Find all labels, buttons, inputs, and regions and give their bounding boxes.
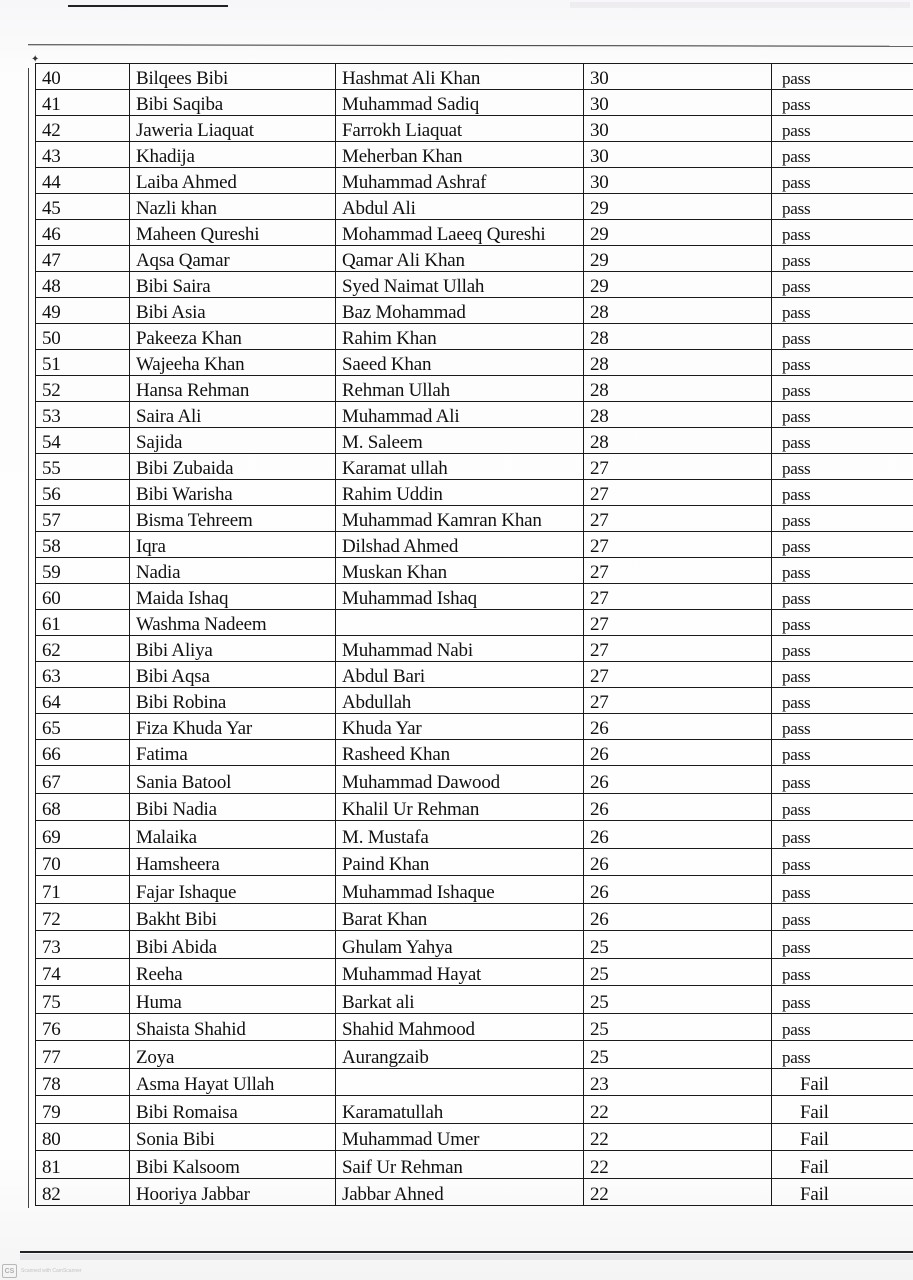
result-cell: pass <box>772 220 913 246</box>
student-name-cell: Bibi Saqiba <box>130 90 336 116</box>
serial-number-cell: 69 <box>36 821 130 849</box>
top-rule <box>68 5 228 7</box>
result-cell: pass <box>772 876 913 904</box>
marks-cell: 26 <box>584 903 772 931</box>
student-name-cell: Khadija <box>130 142 336 168</box>
student-name-cell: Laiba Ahmed <box>130 168 336 194</box>
table-row <box>36 584 913 610</box>
marks-cell: 27 <box>584 688 772 714</box>
result-cell: pass <box>772 532 913 558</box>
father-name-cell: Rehman Ullah <box>336 376 584 402</box>
table-row <box>36 350 913 376</box>
table-row <box>36 428 913 454</box>
marks-cell: 30 <box>584 142 772 168</box>
results-table-body <box>36 64 913 1206</box>
serial-number-cell: 53 <box>36 402 130 428</box>
marks-cell: 27 <box>584 610 772 636</box>
result-cell: pass <box>772 116 913 142</box>
student-name-cell: Bibi Warisha <box>130 480 336 506</box>
result-cell: pass <box>772 662 913 688</box>
serial-number-cell: 80 <box>36 1123 130 1151</box>
serial-number-cell: 76 <box>36 1013 130 1041</box>
marks-cell: 26 <box>584 740 772 766</box>
student-name-cell: Bibi Asia <box>130 298 336 324</box>
student-name-cell: Maida Ishaq <box>130 584 336 610</box>
table-row <box>36 298 913 324</box>
table-row <box>36 848 913 876</box>
result-cell: pass <box>772 428 913 454</box>
serial-number-cell: 72 <box>36 903 130 931</box>
marks-cell: 25 <box>584 931 772 959</box>
marks-cell: 27 <box>584 532 772 558</box>
father-name-cell: Aurangzaib <box>336 1041 584 1069</box>
father-name-cell: Muhammad Dawood <box>336 766 584 794</box>
father-name-cell: Hashmat Ali Khan <box>336 64 584 90</box>
student-name-cell: Bibi Zubaida <box>130 454 336 480</box>
result-cell: pass <box>772 1013 913 1041</box>
result-cell: pass <box>772 584 913 610</box>
student-name-cell: Bakht Bibi <box>130 903 336 931</box>
father-name-cell: Dilshad Ahmed <box>336 532 584 558</box>
serial-number-cell: 64 <box>36 688 130 714</box>
table-row <box>36 903 913 931</box>
results-table <box>35 63 913 1206</box>
serial-number-cell: 70 <box>36 848 130 876</box>
serial-number-cell: 56 <box>36 480 130 506</box>
result-cell: Fail <box>772 1123 913 1151</box>
result-cell: pass <box>772 194 913 220</box>
table-row <box>36 1151 913 1179</box>
father-name-cell: Rahim Uddin <box>336 480 584 506</box>
father-name-cell: Khuda Yar <box>336 714 584 740</box>
marks-cell: 28 <box>584 402 772 428</box>
student-name-cell: Fiza Khuda Yar <box>130 714 336 740</box>
marks-cell: 22 <box>584 1123 772 1151</box>
father-name-cell: Karamatullah <box>336 1096 584 1124</box>
result-cell: pass <box>772 376 913 402</box>
result-cell: pass <box>772 1041 913 1069</box>
table-row <box>36 480 913 506</box>
table-row <box>36 246 913 272</box>
marks-cell: 30 <box>584 168 772 194</box>
student-name-cell: Maheen Qureshi <box>130 220 336 246</box>
student-name-cell: Iqra <box>130 532 336 558</box>
table-row <box>36 986 913 1014</box>
student-name-cell: Wajeeha Khan <box>130 350 336 376</box>
marks-cell: 26 <box>584 848 772 876</box>
table-row <box>36 610 913 636</box>
serial-number-cell: 57 <box>36 506 130 532</box>
father-name-cell: Farrokh Liaquat <box>336 116 584 142</box>
marks-cell: 29 <box>584 272 772 298</box>
marks-cell: 29 <box>584 246 772 272</box>
table-row <box>36 876 913 904</box>
student-name-cell: Pakeeza Khan <box>130 324 336 350</box>
serial-number-cell: 60 <box>36 584 130 610</box>
result-cell: pass <box>772 931 913 959</box>
student-name-cell: Malaika <box>130 821 336 849</box>
serial-number-cell: 52 <box>36 376 130 402</box>
father-name-cell: Saeed Khan <box>336 350 584 376</box>
student-name-cell: Huma <box>130 986 336 1014</box>
father-name-cell: Qamar Ali Khan <box>336 246 584 272</box>
watermark-text: Scanned with CamScanner <box>21 1268 82 1274</box>
table-row <box>36 168 913 194</box>
result-cell: pass <box>772 958 913 986</box>
top-faint-mark <box>570 2 910 8</box>
bottom-shadow <box>20 1254 913 1260</box>
student-name-cell: Washma Nadeem <box>130 610 336 636</box>
serial-number-cell: 42 <box>36 116 130 142</box>
father-name-cell: Meherban Khan <box>336 142 584 168</box>
marks-cell: 28 <box>584 298 772 324</box>
student-name-cell: Bilqees Bibi <box>130 64 336 90</box>
marks-cell: 25 <box>584 958 772 986</box>
serial-number-cell: 62 <box>36 636 130 662</box>
table-row <box>36 64 913 90</box>
table-row <box>36 714 913 740</box>
serial-number-cell: 61 <box>36 610 130 636</box>
father-name-cell: Karamat ullah <box>336 454 584 480</box>
marks-cell: 26 <box>584 876 772 904</box>
result-cell: pass <box>772 64 913 90</box>
marks-cell: 25 <box>584 1041 772 1069</box>
marks-cell: 27 <box>584 662 772 688</box>
table-row <box>36 958 913 986</box>
marks-cell: 27 <box>584 480 772 506</box>
marks-cell: 27 <box>584 636 772 662</box>
marks-cell: 26 <box>584 714 772 740</box>
father-name-cell: Baz Mohammad <box>336 298 584 324</box>
father-name-cell: Abdul Ali <box>336 194 584 220</box>
student-name-cell: Hamsheera <box>130 848 336 876</box>
father-name-cell: Abdul Bari <box>336 662 584 688</box>
father-name-cell: Muhammad Ishaq <box>336 584 584 610</box>
serial-number-cell: 58 <box>36 532 130 558</box>
result-cell: Fail <box>772 1151 913 1179</box>
student-name-cell: Fatima <box>130 740 336 766</box>
table-row <box>36 116 913 142</box>
father-name-cell: Shahid Mahmood <box>336 1013 584 1041</box>
table-row <box>36 1068 913 1096</box>
table-row <box>36 1041 913 1069</box>
result-cell: pass <box>772 848 913 876</box>
father-name-cell: Muhammad Kamran Khan <box>336 506 584 532</box>
serial-number-cell: 55 <box>36 454 130 480</box>
result-cell: pass <box>772 90 913 116</box>
serial-number-cell: 45 <box>36 194 130 220</box>
student-name-cell: Bibi Nadia <box>130 793 336 821</box>
marks-cell: 26 <box>584 793 772 821</box>
serial-number-cell: 43 <box>36 142 130 168</box>
result-cell: pass <box>772 714 913 740</box>
marks-cell: 27 <box>584 506 772 532</box>
table-row <box>36 220 913 246</box>
table-row <box>36 558 913 584</box>
result-cell: pass <box>772 350 913 376</box>
father-name-cell: Jabbar Ahned <box>336 1178 584 1206</box>
father-name-cell: Muhammad Ishaque <box>336 876 584 904</box>
result-cell: pass <box>772 986 913 1014</box>
marks-cell: 29 <box>584 220 772 246</box>
father-name-cell: Ghulam Yahya <box>336 931 584 959</box>
table-row <box>36 766 913 794</box>
student-name-cell: Asma Hayat Ullah <box>130 1068 336 1096</box>
result-cell: Fail <box>772 1178 913 1206</box>
table-row <box>36 740 913 766</box>
result-cell: pass <box>772 454 913 480</box>
father-name-cell: Syed Naimat Ullah <box>336 272 584 298</box>
serial-number-cell: 47 <box>36 246 130 272</box>
serial-number-cell: 81 <box>36 1151 130 1179</box>
marks-cell: 28 <box>584 324 772 350</box>
serial-number-cell: 54 <box>36 428 130 454</box>
serial-number-cell: 73 <box>36 931 130 959</box>
student-name-cell: Bisma Tehreem <box>130 506 336 532</box>
marks-cell: 30 <box>584 64 772 90</box>
result-cell: pass <box>772 558 913 584</box>
table-row <box>36 821 913 849</box>
student-name-cell: Bibi Aliya <box>130 636 336 662</box>
student-name-cell: Jaweria Liaquat <box>130 116 336 142</box>
father-name-cell: Muskan Khan <box>336 558 584 584</box>
student-name-cell: Saira Ali <box>130 402 336 428</box>
header-rule <box>28 44 913 47</box>
table-row <box>36 90 913 116</box>
result-cell: pass <box>772 168 913 194</box>
table-row <box>36 1178 913 1206</box>
marks-cell: 25 <box>584 1013 772 1041</box>
result-cell: Fail <box>772 1096 913 1124</box>
serial-number-cell: 48 <box>36 272 130 298</box>
student-name-cell: Nazli khan <box>130 194 336 220</box>
watermark <box>2 1264 82 1278</box>
father-name-cell: Paind Khan <box>336 848 584 876</box>
serial-number-cell: 59 <box>36 558 130 584</box>
student-name-cell: Sania Batool <box>130 766 336 794</box>
result-cell: pass <box>772 903 913 931</box>
marks-cell: 22 <box>584 1096 772 1124</box>
result-cell: pass <box>772 324 913 350</box>
serial-number-cell: 66 <box>36 740 130 766</box>
result-cell: pass <box>772 298 913 324</box>
marks-cell: 22 <box>584 1151 772 1179</box>
pen-mark-icon: ✦ <box>31 54 40 65</box>
marks-cell: 30 <box>584 116 772 142</box>
serial-number-cell: 65 <box>36 714 130 740</box>
student-name-cell: Sajida <box>130 428 336 454</box>
father-name-cell: Rahim Khan <box>336 324 584 350</box>
marks-cell: 30 <box>584 90 772 116</box>
father-name-cell: Barat Khan <box>336 903 584 931</box>
marks-cell: 27 <box>584 454 772 480</box>
table-row <box>36 1123 913 1151</box>
father-name-cell: Abdullah <box>336 688 584 714</box>
table-row <box>36 688 913 714</box>
father-name-cell: Saif Ur Rehman <box>336 1151 584 1179</box>
father-name-cell: Muhammad Hayat <box>336 958 584 986</box>
result-cell: pass <box>772 272 913 298</box>
serial-number-cell: 67 <box>36 766 130 794</box>
table-row <box>36 931 913 959</box>
result-cell: pass <box>772 740 913 766</box>
father-name-cell: Rasheed Khan <box>336 740 584 766</box>
left-margin-line <box>28 68 29 1208</box>
table-row <box>36 532 913 558</box>
student-name-cell: Zoya <box>130 1041 336 1069</box>
marks-cell: 23 <box>584 1068 772 1096</box>
serial-number-cell: 75 <box>36 986 130 1014</box>
table-row <box>36 636 913 662</box>
serial-number-cell: 77 <box>36 1041 130 1069</box>
table-row <box>36 272 913 298</box>
result-cell: pass <box>772 402 913 428</box>
result-cell: pass <box>772 506 913 532</box>
table-row <box>36 1013 913 1041</box>
father-name-cell: Muhammad Nabi <box>336 636 584 662</box>
result-cell: pass <box>772 766 913 794</box>
father-name-cell: Muhammad Ashraf <box>336 168 584 194</box>
serial-number-cell: 50 <box>36 324 130 350</box>
table-row <box>36 662 913 688</box>
marks-cell: 25 <box>584 986 772 1014</box>
serial-number-cell: 40 <box>36 64 130 90</box>
student-name-cell: Bibi Abida <box>130 931 336 959</box>
result-cell: pass <box>772 480 913 506</box>
father-name-cell: Khalil Ur Rehman <box>336 793 584 821</box>
serial-number-cell: 46 <box>36 220 130 246</box>
marks-cell: 26 <box>584 821 772 849</box>
father-name-cell: Barkat ali <box>336 986 584 1014</box>
table-row <box>36 324 913 350</box>
student-name-cell: Nadia <box>130 558 336 584</box>
marks-cell: 22 <box>584 1178 772 1206</box>
table-row <box>36 376 913 402</box>
father-name-cell <box>336 610 584 636</box>
father-name-cell <box>336 1068 584 1096</box>
father-name-cell: Muhammad Ali <box>336 402 584 428</box>
bottom-rule <box>20 1251 913 1253</box>
father-name-cell: Mohammad Laeeq Qureshi <box>336 220 584 246</box>
student-name-cell: Bibi Romaisa <box>130 1096 336 1124</box>
marks-cell: 26 <box>584 766 772 794</box>
marks-cell: 28 <box>584 428 772 454</box>
result-cell: Fail <box>772 1068 913 1096</box>
student-name-cell: Hansa Rehman <box>130 376 336 402</box>
table-row <box>36 194 913 220</box>
table-row <box>36 1096 913 1124</box>
serial-number-cell: 74 <box>36 958 130 986</box>
camscanner-logo-icon: CS <box>2 1264 17 1278</box>
result-cell: pass <box>772 821 913 849</box>
serial-number-cell: 71 <box>36 876 130 904</box>
marks-cell: 27 <box>584 558 772 584</box>
table-row <box>36 142 913 168</box>
marks-cell: 27 <box>584 584 772 610</box>
student-name-cell: Hooriya Jabbar <box>130 1178 336 1206</box>
student-name-cell: Bibi Aqsa <box>130 662 336 688</box>
table-row <box>36 454 913 480</box>
marks-cell: 28 <box>584 376 772 402</box>
student-name-cell: Fajar Ishaque <box>130 876 336 904</box>
serial-number-cell: 68 <box>36 793 130 821</box>
serial-number-cell: 82 <box>36 1178 130 1206</box>
father-name-cell: Muhammad Umer <box>336 1123 584 1151</box>
marks-cell: 28 <box>584 350 772 376</box>
result-cell: pass <box>772 610 913 636</box>
table-row <box>36 793 913 821</box>
result-cell: pass <box>772 688 913 714</box>
serial-number-cell: 44 <box>36 168 130 194</box>
serial-number-cell: 78 <box>36 1068 130 1096</box>
result-cell: pass <box>772 793 913 821</box>
result-cell: pass <box>772 636 913 662</box>
table-row <box>36 402 913 428</box>
serial-number-cell: 41 <box>36 90 130 116</box>
marks-cell: 29 <box>584 194 772 220</box>
student-name-cell: Bibi Kalsoom <box>130 1151 336 1179</box>
student-name-cell: Aqsa Qamar <box>130 246 336 272</box>
father-name-cell: M. Mustafa <box>336 821 584 849</box>
student-name-cell: Bibi Saira <box>130 272 336 298</box>
student-name-cell: Reeha <box>130 958 336 986</box>
result-cell: pass <box>772 142 913 168</box>
table-row <box>36 506 913 532</box>
father-name-cell: M. Saleem <box>336 428 584 454</box>
serial-number-cell: 49 <box>36 298 130 324</box>
student-name-cell: Bibi Robina <box>130 688 336 714</box>
result-cell: pass <box>772 246 913 272</box>
serial-number-cell: 51 <box>36 350 130 376</box>
serial-number-cell: 63 <box>36 662 130 688</box>
student-name-cell: Sonia Bibi <box>130 1123 336 1151</box>
serial-number-cell: 79 <box>36 1096 130 1124</box>
student-name-cell: Shaista Shahid <box>130 1013 336 1041</box>
father-name-cell: Muhammad Sadiq <box>336 90 584 116</box>
